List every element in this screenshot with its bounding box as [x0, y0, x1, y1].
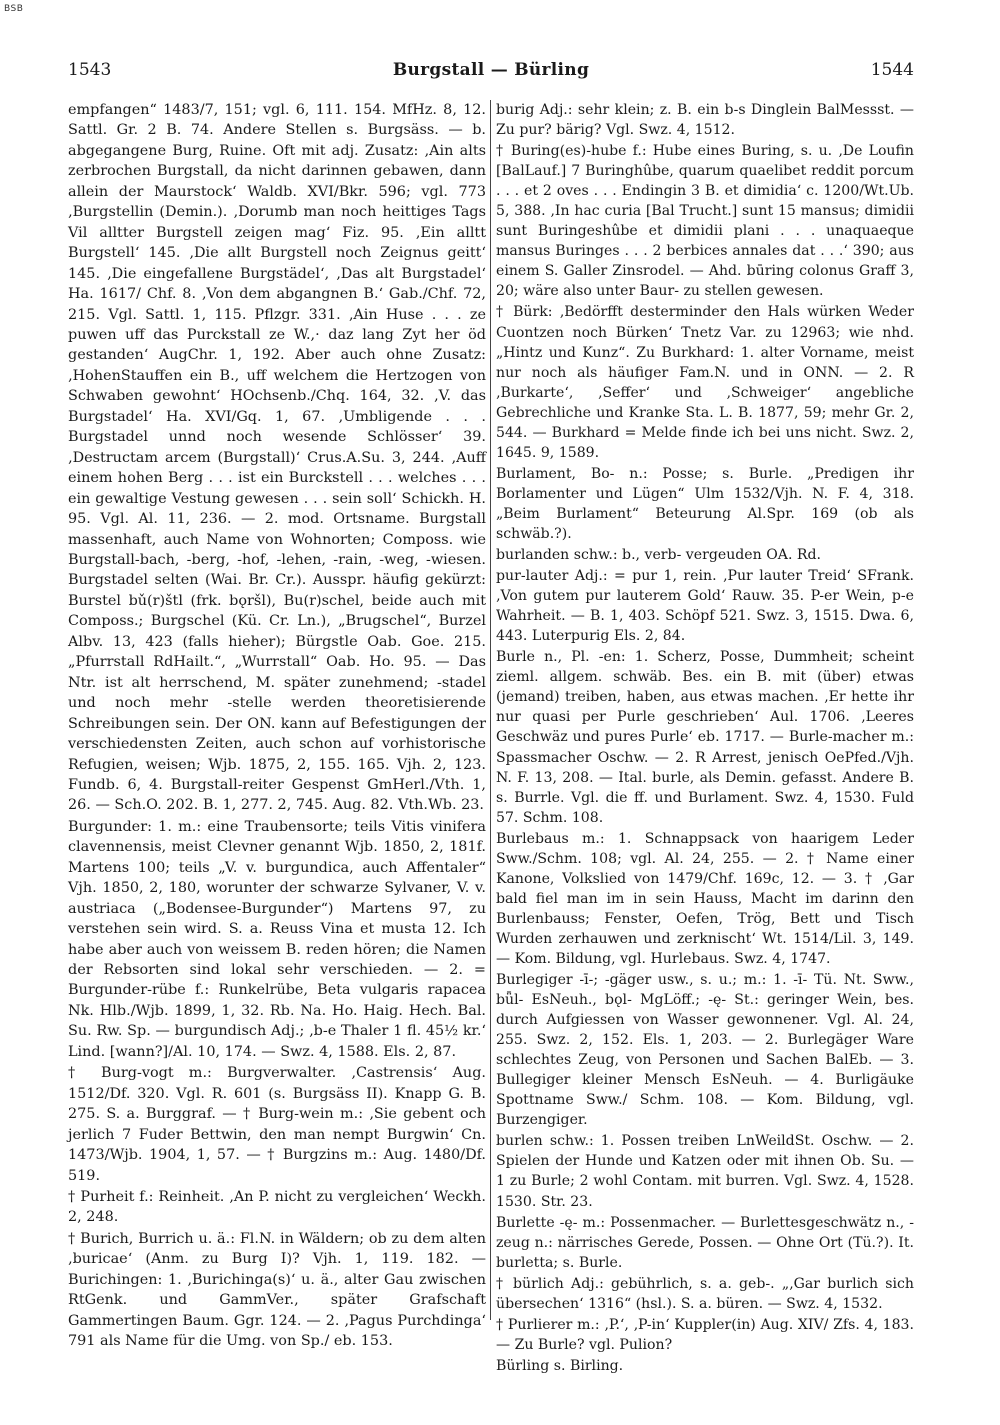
entry-buerlich: † bürlich Adj.: gebührlich, s. a. geb-. „‚Gar burlich sich übersechen‘ 1316“ (hsl.). S. a. büren. — Swz. 4, 1532. [496, 1275, 914, 1312]
entry-pur-lauter: pur-lauter Adj.: = pur 1, rein. ‚Pur lauter Treid‘ SFrank. ‚Von gutem pur lauterem Gold‘ Rauw. 35. P-er Wein, p-e Wahrheit. — B. 1, 403. Schöpf 521. Swz. 3, 1515. Dwa. 6, 443. Luterpurig Els. 2, 84. [496, 568, 914, 645]
entry-purlierer: † Purlierer m.: ‚P.‘, ‚P-in‘ Kuppler(in) Aug. XIV/ Zfs. 4, 183. — Zu Burle? vgl. Pulion? [496, 1316, 914, 1353]
entry-burich: † Burich, Burrich u. ä.: Fl.N. in Wäldern; ob zu dem alten ‚buricae‘ (Anm. zu Burg I)? Vjh. 1, 119. 182. — Burichingen: 1. ‚Burichinga(s)‘ u. ä., alter Gau zwischen RtGenk. und GammVer., später Grafschaft Gammertingen Baum. Ggr. 124. — 2. ‚Pagus Purchdinga‘ 791 als Name für die Umg. von Sp./ eb. 153. [68, 1230, 486, 1350]
column-divider [490, 100, 491, 1320]
page-header [68, 60, 914, 86]
left-column [68, 100, 486, 1352]
entry-burlette: Burlette -ę- m.: Possenmacher. — Burlettesgeschwätz n., -zeug n.: närrisches Gerede, Possen. — Ohne Ort (Tü.?). It. burletta; s. Burle. [496, 1214, 914, 1271]
entry-burlament: Burlament, Bo- n.: Posse; s. Burle. „Predigen ihr Borlamenter und Lügen“ Ulm 1532/Vjh. N. F. 4, 318. „Beim Burlament“ Beteurung Al.Spr. 169 (ob als schwäb.?). [496, 465, 914, 542]
entry-burle: Burle n., Pl. -en: 1. Scherz, Posse, Dummheit; scheint zieml. allgem. schwäb. Bes. ein B. mit (über) etwas (jemand) treiben, haben, aus etwas machen. ‚Er hette ihr nur quasi per Purle geschrieben‘ Aul. 1706. ‚Leeres Geschwäz und pures Purle‘ eb. 1717. — Burle-macher m.: Spassmacher Oschw. — 2. R Arrest, jenisch OePfed./Vjh. N. F. 13, 208. — Ital. burle, als Demin. gefasst. Andere B. s. Burrle. Vgl. die ff. und Burlament. Swz. 4, 1530. Fuld 57. Schm. 108. [496, 649, 914, 826]
entry-burgunder: Burgunder: 1. m.: eine Traubensorte; teils Vitis vinifera clavennensis, meist Clevner genannt Wjb. 1850, 2, 181f. Martens 100; teils „V. v. burgundica, auch Affentaler“ Vjh. 1850, 2, 180, worunter der schwarze Sylvaner, V. v. austriaca („Bodensee-Burgunder“) Martens 97, zu verstehen sein wird. S. a. Reuss Vina et musta 12. Ich habe aber auch von weissem B. reden hören; die Namen der Rebsorten sind lokal sehr verschieden. — 2. = Burgunder-rübe f.: Runkelrübe, Beta vulgaris rapacea Nk. Hlb./Wjb. 1899, 1, 32. Rb. Na. Ho. Haig. Hech. Bal. Su. Rw. Sp. — burgundisch Adj.; ‚b-e Thaler 1 fl. 45½ kr.‘ Lind. [wann?]/Al. 10, 174. — Swz. 4, 1588. Els. 2, 87. [68, 818, 486, 1060]
entry-burlanden: burlanden schw.: b., verb- vergeuden OA. Rd. [496, 547, 822, 564]
page-number-left: 1543 [68, 60, 112, 80]
entry-burg-vogt: † Burg-vogt m.: Burgverwalter. ‚Castrensis‘ Aug. 1512/Df. 320. Vgl. R. 601 (s. Burgsäss II). Knapp G. B. 275. S. a. Burggraf. — † Burg-wein m.: ‚Sie gebent och jerlich 7 Fuder Bettwin, den man nempt Burgwin‘ Cn. 1473/Wjb. 1904, 1, 57. — † Burgzins m.: Aug. 1480/Df. 519. [68, 1065, 486, 1184]
page-number-right: 1544 [870, 60, 914, 80]
right-column [496, 100, 914, 1376]
entry-burlegiger: Burlegiger -ī-; -gäger usw., s. u.; m.: 1. -ī- Tü. Nt. Sww., bǖl- EsNeuh., bǫl- MgLöff.; -ę- St.: geringer Wein, bes. durch Aufgiessen von Wasser gewonnener. Vgl. Al. 24, 255. Swz. 2, 152. Els. 1, 203. — 2. Burlegäger Ware schlechtes Zeug, von Personen und Sachen BalEb. — 3. Bullegiger kleiner Mensch EsNeuh. — 4. Burligäuke Spottname Sww./ Schm. 108. — Kom. Bildung, vgl. Burzengiger. [496, 972, 914, 1129]
entry-burgstall-continued: empfangen“ 1483/7, 151; vgl. 6, 111. 154. MfHz. 8, 12. Sattl. Gr. 2 B. 74. Andere Stellen s. Burgsäss. — b. abgegangene Burg, Ruine. Oft mit adj. Zusatz: ‚Ain alts zerbrochen Burgstall, da nicht darinnen gebawen, dann allein der Maurstock‘ Waldb. XVI/Bkr. 596; vgl. 773 ‚Burgstellin (Demin.). ‚Dorumb man noch heittiges Tags Vil alltter Burgstell zeigen mag‘ Fiz. 95. ‚Ein alltt Burgstell‘ 145. ‚Die allt Burgstell noch Zeignus geitt‘ 145. ‚Die eingefallene Burgstädel‘, ‚Das alt Burgstadel‘ Ha. 1617/ Chf. 8. ‚Von dem abgangnen B.‘ Gab./Chf. 72, 215. Vgl. Sattl. 1, 115. Pflzgr. 331. ‚Ain Huse . . . ze puwen uff das Purckstall ze W.,· daz lang Zyt her öd gestanden‘ AugChr. 1, 192. Aber auch ohne Zusatz: ‚HohenStauffen ein B., uff welchem die Hertzogen von Schwaben gewohnt‘ HOchsenb./Chq. 164, 32. ‚V. das Burgstadel‘ Ha. XVI/Gq. 1, 67. ‚Umbligende . . . Burgstadel unnd noch wesende Schlösser‘ 39. ‚Destructam arcem (Burgstall)‘ Crus.A.Su. 3, 244. ‚Auff einem hohen Berg . . . ist ein Burckstell . . . welches . . . ein gewaltige Vestung gewesen . . . sein soll‘ Schickh. H. 95. Vgl. Al. 11, 236. — 2. mod. Ortsname. Burgstall massenhaft, auch Name von Wohnorten; Composs. wie Burgstall-bach, -berg, -hof, -lehen, -rain, -weg, -wiesen. Burgstadel selten (Wai. Br. Cr.). Ausspr. häufig gekürzt: Burstel bǔ(r)štl (frk. bǫršl), Bu(r)schel, beide auch mit Composs.; Burgschel (Kü. Cr. Ln.), „Brugschel“, Burzel Albv. 13, 423 (falls hieher); Bürgstle Oab. Goe. 215. „Pfurrstall RdHailt.“, „Wurrstall“ Oab. Ho. 95. — Das Ntr. ist alt herrschend, M. später zunehmend; -stadel und noch mehr -stelle werden theoretisierende Schreibungen sein. Der ON. kann auf Befestigungen der verschiedensten Zeiten, auch schon auf vorhistorische Refugien, weisen; Wjb. 1875, 2, 155. 165. Vjh. 2, 123. Fundb. 6, 4. Burgstall-reiter Gespenst GmHerl./Vth. 1, 26. — Sch.O. 202. B. 1, 277. 2, 745. Aug. 82. Vth.Wb. 23. [68, 102, 486, 814]
entry-burig: burig Adj.: sehr klein; z. B. ein b-s Dinglein BalMessst. — Zu pur? bärig? Vgl. Swz. 4, 1512. [496, 102, 914, 139]
entry-burlen: burlen schw.: 1. Possen treiben LnWeildSt. Oschw. — 2. Spielen der Hunde und Katzen oder mit ihnen Ob. Su. — 1 zu Burle; 2 wohl Contam. mit burren. Vgl. Swz. 4, 1528. 1530. Str. 23. [496, 1133, 914, 1210]
entry-buerk: † Bürk: ‚Bedörfft desterminder den Hals würken Weder Cuontzen noch Bürken‘ Tnetz Var. zu 12963; wie nhd. „Hintz und Kunz“. Zu Burkhard: 1. alter Vorname, meist nur noch als häufiger Fam.N. und in ONN. — 2. R ‚Burkarte‘, ‚Seffer‘ und ‚Schweiger‘ angebliche Gebrechliche und Kranke Sta. L. B. 1877, 59; mehr Gr. 2, 544. — Burkhard = Melde finde ich bei uns nicht. Swz. 2, 1645. 9, 1589. [496, 304, 914, 461]
library-stamp: BSB [4, 4, 24, 14]
entry-purheit: † Purheit f.: Reinheit. ‚An P. nicht zu vergleichen‘ Weckh. 2, 248. [68, 1189, 486, 1226]
entry-burlebaus: Burlebaus m.: 1. Schnappsack von haarigem Leder Sww./Schm. 108; vgl. Al. 24, 255. — 2. † Name einer Kanone, Volkslied von 1479/Chf. 169c, 12. — 3. † ‚Gar bald fiel man im in sein Hauss, Macht im darinn den Burlenbauss; Fenster, Oefen, Trög, Bett und Tisch Wurden zerhauwen und zerknischt‘ Wt. 1514/Lil. 3, 149. — Kom. Bildung, vgl. Hurlebaus. Swz. 4, 1747. [496, 830, 914, 967]
entry-buringes-hube: † Buring(es)-hube f.: Hube eines Buring, s. u. ‚De Loufin [BalLauf.] 7 Buringhûbe, quarum quaelibet reddit porcum . . . et 2 oves . . . Endingin 3 B. et dimidia‘ c. 1200/Wt.Ub. 5, 388. ‚In hac curia [Bal Trucht.] sunt 15 mansus; dimidii sunt Buringeshûbe et dimidii plani . . . unaquaeque mansus Buringes . . . 2 berbices annales dat . . .‘ 390; aus einem S. Galler Zinsrodel. — Ahd. būring colonus Graff 3, 20; wäre also unter Baur- zu stellen gewesen. [496, 143, 914, 300]
page-title: Burgstall — Bürling [392, 60, 590, 80]
entry-buerling: Bürling s. Birling. [496, 1357, 624, 1374]
